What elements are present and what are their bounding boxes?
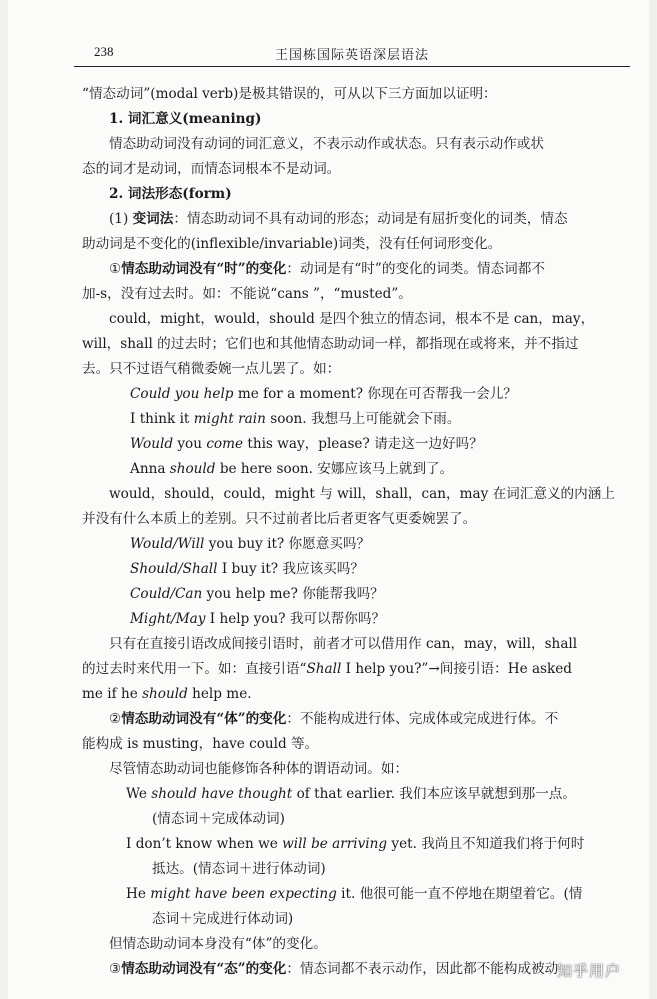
text-run: ：情态助动词不具有动词的形态；动词是有屈折变化的词类，情态 xyxy=(173,211,568,227)
text-line xyxy=(82,707,630,732)
text-run: 助动词是不变化的(inflexible/invariable)词类，没有任何词形变化。 xyxy=(82,236,502,252)
text-line xyxy=(82,357,630,382)
watermark: 知乎用户 xyxy=(556,962,621,980)
text-run: 只有在直接引语改成间接引语时，前者才可以借用作 can，may，will，shall xyxy=(109,636,578,652)
text-run: it. 他很可能一直不停地在期望着它。(情 xyxy=(336,886,583,902)
text-line xyxy=(82,82,630,107)
text-line xyxy=(82,607,630,632)
italic-example: should xyxy=(142,686,188,702)
text-line xyxy=(82,257,630,282)
text-run: Anna xyxy=(130,461,170,477)
text-run: soon. 我想马上可能就会下雨。 xyxy=(265,411,461,427)
text-run: 尽管情态助动词也能修饰各种体的谓语动词。如： xyxy=(109,761,409,777)
text-run: of that earlier. 我们本应该早就想到那一点。 xyxy=(292,786,576,802)
text-run: will，shall 的过去时；它们也和其他情态助动词一样，都指现在或将来，并不指过 xyxy=(82,336,579,352)
text-line xyxy=(82,832,630,857)
italic-example: might rain xyxy=(193,411,266,427)
text-line xyxy=(82,157,630,182)
text-run: ：不能构成进行体、完成体或完成进行体。不 xyxy=(286,711,559,727)
text-line xyxy=(82,682,630,707)
text-run: 情态助动词没有动词的词汇意义，不表示动作或状态。只有表示动作或状 xyxy=(109,136,544,152)
text-run: 态的词才是动词，而情态词根本不是动词。 xyxy=(82,161,341,177)
page-number: 238 xyxy=(94,44,114,59)
text-run: 但情态助动词本身没有“体”的变化。 xyxy=(109,936,327,952)
text-run: 的过去时来代用一下。如：直接引语“ xyxy=(82,661,307,677)
text-run: I help you?”→间接引语：He asked xyxy=(341,661,573,677)
text-run: 加-s，没有过去时。如：不能说“cans ”，“musted”。 xyxy=(82,286,412,302)
text-run: this way，please? 请走这一边好吗？ xyxy=(243,436,483,452)
page-header xyxy=(74,40,630,67)
text-line xyxy=(82,432,630,457)
text-line xyxy=(82,632,630,657)
italic-example: Could/Can xyxy=(130,586,203,602)
text-run: 去。只不过语气稍微委婉一点儿罢了。如： xyxy=(82,361,341,377)
italic-example: Would xyxy=(130,436,174,452)
bold-term: 2. 词法形态(form) xyxy=(109,186,232,202)
text-line xyxy=(82,457,630,482)
text-line xyxy=(82,907,630,932)
text-run: ：情态词都不表示动作，因此都不能构成被动 xyxy=(286,961,559,977)
running-title: 王国栋国际英语深层语法 xyxy=(274,48,429,63)
text-line xyxy=(82,207,630,232)
bold-term: 变词法 xyxy=(132,211,174,227)
text-line xyxy=(82,482,630,507)
text-line xyxy=(82,307,630,332)
text-run: 抵达。(情态词＋进行体动词) xyxy=(152,861,326,877)
italic-example: Could you help xyxy=(130,386,234,402)
text-line xyxy=(82,732,630,757)
text-line xyxy=(82,857,630,882)
bold-term: 情态助动词没有“体”的变化 xyxy=(121,711,287,727)
italic-example: Might/May xyxy=(130,611,206,627)
text-line xyxy=(82,582,630,607)
body-text xyxy=(82,82,630,982)
text-line xyxy=(82,757,630,782)
text-line xyxy=(82,657,630,682)
text-run: We xyxy=(126,786,152,802)
text-line xyxy=(82,532,630,557)
text-line xyxy=(82,957,630,982)
text-run: you help me? 你能帮我吗？ xyxy=(202,586,384,602)
text-run: would，should，could，might 与 will，shall，can，may 在词汇意义的内涵上 xyxy=(109,486,615,502)
italic-example: come xyxy=(206,436,244,452)
text-run: ③ xyxy=(109,961,122,977)
italic-example: should xyxy=(169,461,216,477)
text-line xyxy=(82,507,630,532)
text-line xyxy=(82,807,630,832)
text-run: I think it xyxy=(130,411,194,427)
text-run: me if he xyxy=(82,686,143,702)
text-line xyxy=(82,332,630,357)
italic-example: should have thought xyxy=(151,786,293,802)
italic-example: might have been expecting xyxy=(150,886,337,902)
text-line xyxy=(82,382,630,407)
text-run: ① xyxy=(109,261,122,277)
italic-example: Shall xyxy=(306,661,342,677)
text-run: 能构成 is musting，have could 等。 xyxy=(82,736,319,752)
text-run: yet. 我尚且不知道我们将于何时 xyxy=(387,836,585,852)
text-run: be here soon. 安娜应该马上就到了。 xyxy=(215,461,454,477)
bold-term: 情态助动词没有“态”的变化 xyxy=(121,961,287,977)
text-line xyxy=(82,782,630,807)
text-run: me for a moment? 你现在可否帮我一会儿？ xyxy=(233,386,517,402)
italic-example: Would/Will xyxy=(130,536,205,552)
text-line xyxy=(82,282,630,307)
text-line xyxy=(82,557,630,582)
text-line xyxy=(82,407,630,432)
italic-example: Should/Shall xyxy=(130,561,218,577)
text-run: I help you? 我可以帮你吗？ xyxy=(205,611,386,627)
italic-example: will be arriving xyxy=(282,836,388,852)
text-line xyxy=(82,132,630,157)
text-run: ：动词是有“时”的变化的词类。情态词都不 xyxy=(286,261,545,277)
text-run: “情态动词”(modal verb)是极其错误的，可从以下三方面加以证明： xyxy=(82,86,497,102)
text-run: you xyxy=(173,436,207,452)
text-line xyxy=(82,932,630,957)
text-run: He xyxy=(126,886,151,902)
text-run: 态词＋完成进行体动词) xyxy=(152,911,294,927)
text-line xyxy=(82,882,630,907)
text-run: (情态词＋完成体动词) xyxy=(152,811,285,827)
text-run: ② xyxy=(109,711,122,727)
text-run: I don’t know when we xyxy=(126,836,283,852)
text-line xyxy=(82,182,630,207)
text-line xyxy=(82,232,630,257)
text-run: (1) xyxy=(109,211,133,227)
text-run: help me. xyxy=(187,686,252,702)
bold-term: 1. 词汇意义(meaning) xyxy=(109,111,262,127)
text-run: you buy it? 你愿意买吗？ xyxy=(204,536,371,552)
text-run: could，might，would，should 是四个独立的情态词，根本不是 can，may， xyxy=(109,311,595,327)
text-run: 并没有什么本质上的差别。只不过前者比后者更客气更委婉罢了。 xyxy=(82,511,477,527)
bold-term: 情态助动词没有“时”的变化 xyxy=(121,261,287,277)
text-run: I buy it? 我应该买吗？ xyxy=(217,561,364,577)
text-line xyxy=(82,107,630,132)
